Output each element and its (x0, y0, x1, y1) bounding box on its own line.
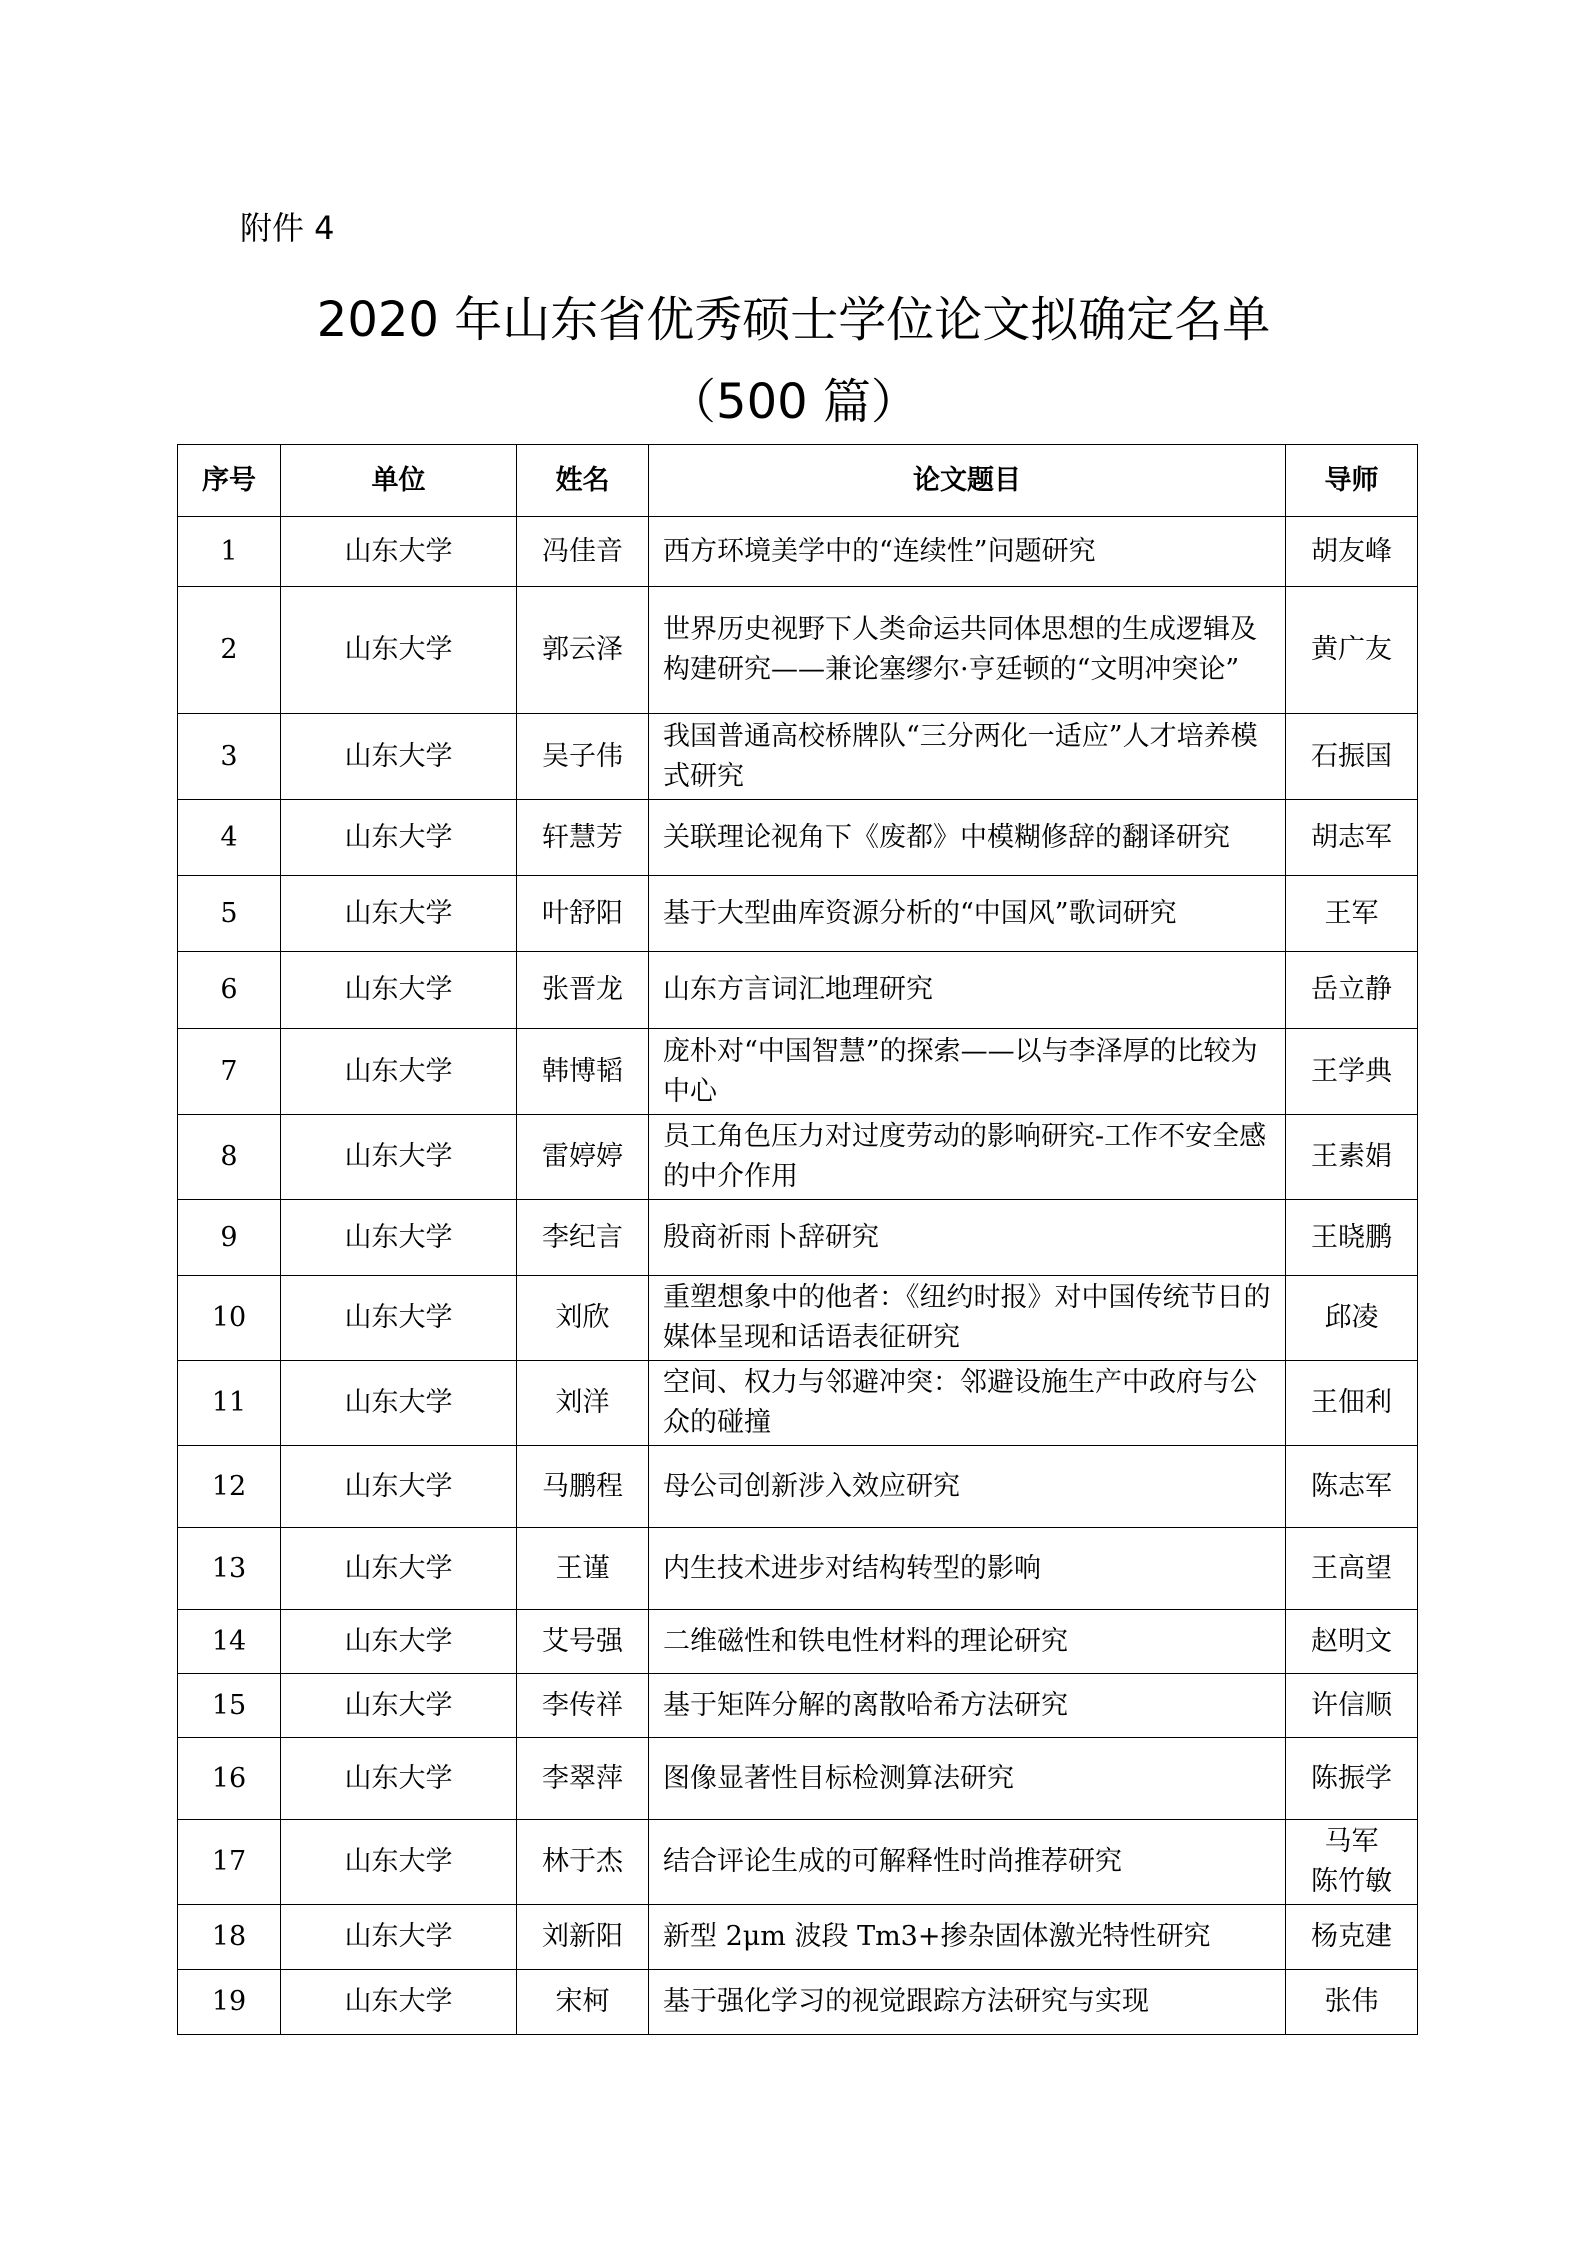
table-row (178, 1610, 1418, 1674)
cell-topic: 结合评论生成的可解释性时尚推荐研究 (649, 1820, 1286, 1905)
cell-no: 13 (178, 1528, 281, 1610)
cell-unit: 山东大学 (281, 800, 517, 876)
table-row (178, 714, 1418, 800)
cell-no: 2 (178, 587, 281, 714)
cell-name: 刘新阳 (517, 1905, 649, 1970)
cell-unit: 山东大学 (281, 1970, 517, 2035)
cell-no: 9 (178, 1200, 281, 1276)
cell-advisor: 王高望 (1286, 1528, 1418, 1610)
cell-name: 艾号强 (517, 1610, 649, 1674)
cell-name: 李翠萍 (517, 1738, 649, 1820)
table-row (178, 1115, 1418, 1200)
cell-name: 李传祥 (517, 1674, 649, 1738)
page-subtitle-count: （500 篇） (668, 374, 919, 430)
cell-topic: 殷商祈雨卜辞研究 (649, 1200, 1286, 1276)
cell-name: 叶舒阳 (517, 876, 649, 952)
cell-advisor: 王学典 (1286, 1029, 1418, 1115)
cell-topic: 庞朴对“中国智慧”的探索——以与李泽厚的比较为中心 (649, 1029, 1286, 1115)
cell-topic: 山东方言词汇地理研究 (649, 952, 1286, 1029)
cell-unit: 山东大学 (281, 1610, 517, 1674)
cell-name: 宋柯 (517, 1970, 649, 2035)
cell-advisor: 岳立静 (1286, 952, 1418, 1029)
cell-name: 刘洋 (517, 1361, 649, 1446)
cell-topic: 图像显著性目标检测算法研究 (649, 1738, 1286, 1820)
table-header-row (178, 445, 1418, 517)
header-unit: 单位 (281, 445, 517, 517)
cell-no: 19 (178, 1970, 281, 2035)
cell-topic: 空间、权力与邻避冲突：邻避设施生产中政府与公众的碰撞 (649, 1361, 1286, 1446)
cell-advisor: 赵明文 (1286, 1610, 1418, 1674)
cell-no: 4 (178, 800, 281, 876)
cell-name: 马鹏程 (517, 1446, 649, 1528)
cell-no: 6 (178, 952, 281, 1029)
header-name: 姓名 (517, 445, 649, 517)
cell-topic: 新型 2μm 波段 Tm3+掺杂固体激光特性研究 (649, 1905, 1286, 1970)
cell-name: 轩慧芳 (517, 800, 649, 876)
cell-unit: 山东大学 (281, 1361, 517, 1446)
cell-no: 3 (178, 714, 281, 800)
cell-topic: 我国普通高校桥牌队“三分两化一适应”人才培养模式研究 (649, 714, 1286, 800)
cell-advisor: 杨克建 (1286, 1905, 1418, 1970)
cell-advisor-primary: 马军 (1324, 1826, 1379, 1857)
cell-name: 冯佳音 (517, 517, 649, 587)
cell-unit: 山东大学 (281, 1820, 517, 1905)
cell-topic: 基于矩阵分解的离散哈希方法研究 (649, 1674, 1286, 1738)
cell-no: 7 (178, 1029, 281, 1115)
cell-unit: 山东大学 (281, 1674, 517, 1738)
header-topic: 论文题目 (649, 445, 1286, 517)
cell-advisor (1286, 1820, 1418, 1905)
cell-advisor: 张伟 (1286, 1970, 1418, 2035)
table-row (178, 1970, 1418, 2035)
cell-advisor: 陈振学 (1286, 1738, 1418, 1820)
cell-advisor: 许信顺 (1286, 1674, 1418, 1738)
cell-topic: 基于强化学习的视觉跟踪方法研究与实现 (649, 1970, 1286, 2035)
cell-unit: 山东大学 (281, 587, 517, 714)
cell-name: 刘欣 (517, 1276, 649, 1361)
table-row (178, 1446, 1418, 1528)
table-row (178, 1200, 1418, 1276)
cell-advisor: 王佃利 (1286, 1361, 1418, 1446)
thesis-list-table (177, 444, 1418, 2035)
cell-topic: 员工角色压力对过度劳动的影响研究-工作不安全感的中介作用 (649, 1115, 1286, 1200)
cell-name: 李纪言 (517, 1200, 649, 1276)
table-row (178, 952, 1418, 1029)
cell-unit: 山东大学 (281, 1905, 517, 1970)
table-row (178, 1528, 1418, 1610)
cell-name: 韩博韬 (517, 1029, 649, 1115)
cell-unit: 山东大学 (281, 1446, 517, 1528)
cell-topic: 基于大型曲库资源分析的“中国风”歌词研究 (649, 876, 1286, 952)
cell-name: 张晋龙 (517, 952, 649, 1029)
table-row (178, 1361, 1418, 1446)
cell-advisor: 陈志军 (1286, 1446, 1418, 1528)
cell-no: 16 (178, 1738, 281, 1820)
table-row (178, 587, 1418, 714)
cell-no: 1 (178, 517, 281, 587)
cell-topic: 二维磁性和铁电性材料的理论研究 (649, 1610, 1286, 1674)
cell-no: 11 (178, 1361, 281, 1446)
cell-name: 吴子伟 (517, 714, 649, 800)
cell-unit: 山东大学 (281, 876, 517, 952)
cell-name: 林于杰 (517, 1820, 649, 1905)
table-row (178, 1276, 1418, 1361)
cell-topic: 关联理论视角下《废都》中模糊修辞的翻译研究 (649, 800, 1286, 876)
table-row (178, 1905, 1418, 1970)
cell-name: 王谨 (517, 1528, 649, 1610)
cell-unit: 山东大学 (281, 1738, 517, 1820)
table-row (178, 517, 1418, 587)
cell-advisor: 邱凌 (1286, 1276, 1418, 1361)
cell-unit: 山东大学 (281, 1276, 517, 1361)
cell-no: 10 (178, 1276, 281, 1361)
header-advisor: 导师 (1286, 445, 1418, 517)
table-row (178, 876, 1418, 952)
cell-topic: 母公司创新涉入效应研究 (649, 1446, 1286, 1528)
cell-advisor: 胡友峰 (1286, 517, 1418, 587)
cell-advisor: 胡志军 (1286, 800, 1418, 876)
cell-no: 12 (178, 1446, 281, 1528)
cell-unit: 山东大学 (281, 1115, 517, 1200)
cell-advisor: 王军 (1286, 876, 1418, 952)
cell-unit: 山东大学 (281, 1200, 517, 1276)
cell-advisor: 王素娟 (1286, 1115, 1418, 1200)
table-row (178, 1820, 1418, 1905)
cell-no: 14 (178, 1610, 281, 1674)
cell-name: 郭云泽 (517, 587, 649, 714)
cell-topic: 西方环境美学中的“连续性”问题研究 (649, 517, 1286, 587)
cell-no: 17 (178, 1820, 281, 1905)
cell-unit: 山东大学 (281, 952, 517, 1029)
cell-no: 18 (178, 1905, 281, 1970)
table-row (178, 800, 1418, 876)
cell-advisor: 石振国 (1286, 714, 1418, 800)
cell-unit: 山东大学 (281, 714, 517, 800)
attachment-label: 附件 4 (240, 209, 335, 247)
cell-unit: 山东大学 (281, 517, 517, 587)
cell-name: 雷婷婷 (517, 1115, 649, 1200)
cell-advisor: 黄广友 (1286, 587, 1418, 714)
cell-no: 15 (178, 1674, 281, 1738)
cell-unit: 山东大学 (281, 1528, 517, 1610)
cell-no: 8 (178, 1115, 281, 1200)
cell-advisor: 王晓鹏 (1286, 1200, 1418, 1276)
cell-topic: 世界历史视野下人类命运共同体思想的生成逻辑及构建研究——兼论塞缪尔·亨廷顿的“文明冲突论” (649, 587, 1286, 714)
header-no: 序号 (178, 445, 281, 517)
table-row (178, 1738, 1418, 1820)
page-title: 2020 年山东省优秀硕士学位论文拟确定名单 (316, 292, 1271, 348)
table-row (178, 1674, 1418, 1738)
cell-unit: 山东大学 (281, 1029, 517, 1115)
table-row (178, 1029, 1418, 1115)
cell-advisor-secondary: 陈竹敏 (1311, 1866, 1392, 1897)
cell-no: 5 (178, 876, 281, 952)
cell-topic: 重塑想象中的他者：《纽约时报》对中国传统节日的媒体呈现和话语表征研究 (649, 1276, 1286, 1361)
cell-topic: 内生技术进步对结构转型的影响 (649, 1528, 1286, 1610)
